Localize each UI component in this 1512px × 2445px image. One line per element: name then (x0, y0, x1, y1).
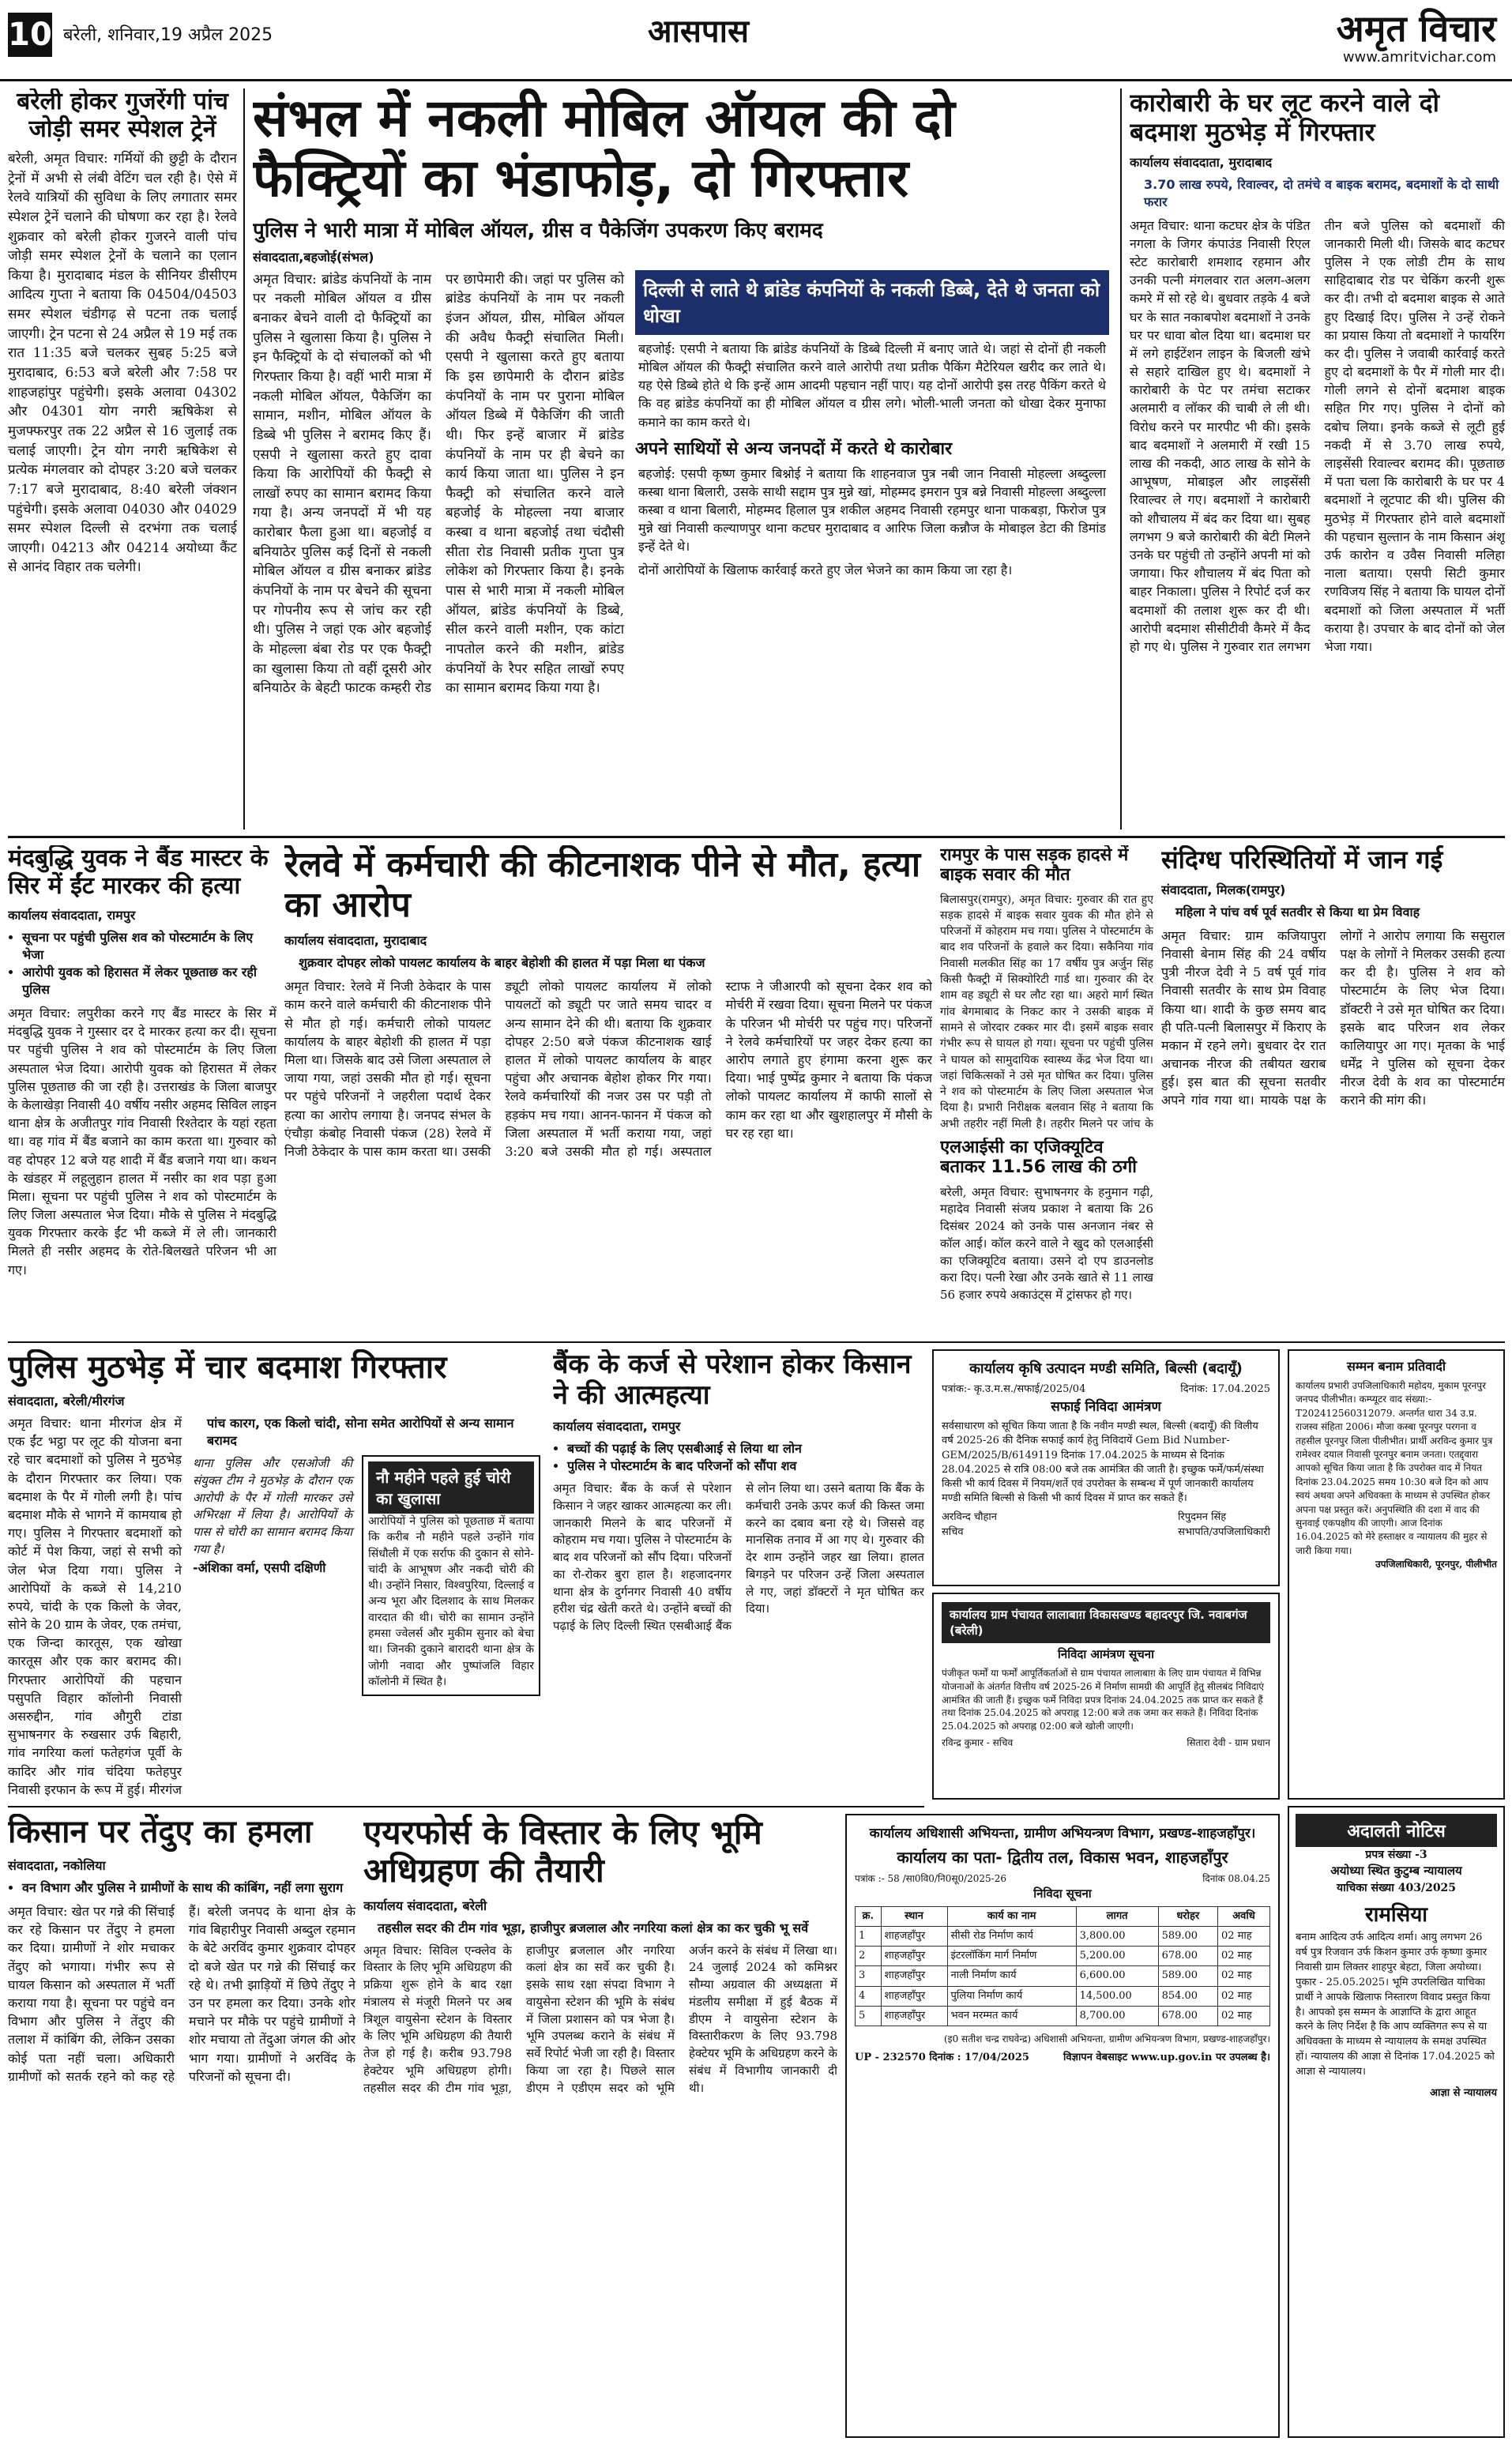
table-cell: शाहजहाँपुर (881, 2006, 947, 2026)
byline: संवाददाता, मिलक(रामपुर) (1161, 882, 1286, 897)
sign: रविन्द्र कुमार - सचिव (942, 1736, 1014, 1748)
ad-heading: निविदा आमंत्रण सूचना (1057, 1647, 1155, 1661)
headline: रामपुर के पास सड़क हादसे में बाइक सवार की मौत (940, 845, 1129, 886)
col-header: क्र. (856, 1906, 882, 1926)
col-header: कार्य का नाम (947, 1906, 1076, 1926)
sign-name: अरविन्द चौहान (942, 1511, 998, 1524)
col-header: अवधि (1217, 1906, 1269, 1926)
inset-title: दिल्ली से लाते थे ब्रांडेड कंपनियों के नकली डिब्बे, देते थे जनता को धोखा (635, 270, 1109, 335)
table-cell: इंटरलॉकिंग मार्ग निर्माण (947, 1947, 1076, 1966)
byline: कार्यालय संवाददाता, मुरादाबाद (1130, 154, 1273, 170)
table-row (856, 1986, 1270, 2006)
table-cell: 14,500.00 (1076, 1986, 1158, 2006)
lead-tail: दोनों आरोपियों के खिलाफ कार्रवाई करते हुए जेल भेजने का काम किया जा रहा है। (638, 562, 1013, 577)
table-cell: 6,600.00 (1076, 1966, 1158, 1986)
mandi-tender-ad (932, 1349, 1280, 1586)
tender-table (855, 1906, 1270, 2026)
headline: कारोबारी के घर लूट करने वाले दो बदमाश मुठभेड़ में गिरफ्तार (1130, 88, 1439, 147)
byline: संवाददाता, बरेली/मीरगंज (8, 1394, 125, 1409)
notice-title: अदालती नोटिस (1296, 1814, 1497, 1847)
summer-train-story (8, 88, 237, 829)
bullet-item: • सूचना पर पहुंची पुलिस शव को पोस्टमार्टम के लिए भेजा (22, 928, 276, 963)
ad-heading: सफाई निविदा आमंत्रण (1051, 1399, 1161, 1416)
inset2-title: अपने साथियों से अन्य जनपदों में करते थे कारोबार (635, 438, 953, 459)
sign-role: सचिव (942, 1525, 964, 1538)
sign: सितारा देवी - ग्राम प्रधान (1187, 1736, 1270, 1748)
table-cell: 1 (856, 1926, 882, 1946)
story-bullets (8, 1879, 355, 1896)
table-cell: शाहजहाँपुर (881, 1926, 947, 1946)
table-cell: 678.00 (1158, 1947, 1217, 1966)
table-cell: नाली निर्माण कार्य (947, 1966, 1076, 1986)
sandigdh-story (1161, 845, 1505, 1335)
table-cell: शाहजहाँपुर (881, 1966, 947, 1986)
bullet-item: • आरोपी युवक को हिरासत में लेकर पूछताछ कर रही पुलिस (22, 963, 276, 998)
police-quote: थाना पुलिस और एसओजी की संयुक्त टीम ने मुठभेड़ के दौरान एक आरोपी के पैर में गोली मारकर उसे अभिरक्षा में लिया है। आरोपियों के पास से चोरी का सामान बरामद किया गया है। (193, 1456, 353, 1556)
column-divider (243, 88, 245, 829)
table-cell: भवन मरम्मत कार्य (947, 2006, 1076, 2026)
row-divider (8, 1341, 1505, 1343)
table-cell: 589.00 (1158, 1966, 1217, 1986)
table-row (856, 2006, 1270, 2026)
table-cell: 02 माह (1217, 1986, 1269, 2006)
mandbuddhi-story (8, 845, 276, 1335)
table-cell: पुलिया निर्माण कार्य (947, 1986, 1076, 2006)
byline: संवाददाता, नकोलिया (8, 1858, 106, 1873)
lic-fraud-story (940, 1138, 1153, 1335)
ad-date: दिनांक: 17.04.2025 (1180, 1383, 1270, 1395)
table-row (856, 1966, 1270, 1986)
sign-role: सभापति/उपजिलाधिकारी (1178, 1525, 1270, 1538)
notice-sign: उपजिलाधिकारी, पूरनपुर, पीलीभीत (1375, 1559, 1497, 1570)
notice-court: अयोध्या स्थित कुटुम्ब न्यायालय (1330, 1864, 1462, 1879)
family-court-notice (1288, 1806, 1505, 2438)
notice-name: रामसिया (1364, 1903, 1428, 1928)
notice-case: याचिका संख्या 403/2025 (1336, 1882, 1457, 1895)
table-cell: 02 माह (1217, 1966, 1269, 1986)
col-header: धरोहर (1158, 1906, 1217, 1926)
byline: कार्यालय संवाददाता, रामपुर (8, 908, 136, 923)
ad-ref: पत्रांक :- 58 /सा0वि0/नि0सू0/2025-26 (855, 1873, 1006, 1884)
ad-footer-left: UP - 232570 दिनांक : 17/04/2025 (855, 2051, 1029, 2063)
headline: एयरफोर्स के विस्तार के लिए भूमि अधिग्रहण की तैयारी (363, 1814, 762, 1890)
byline: संवाददाता,बहजोई(संभल) (253, 249, 374, 265)
headline: बैंक के कर्ज से परेशान होकर किसान ने की आत्महत्या (553, 1349, 912, 1412)
bullet-item: • बच्चों की पढ़ाई के लिए एसबीआई से लिया था लोन (567, 1439, 924, 1457)
sign-name: रिपुदमन सिंह (1178, 1511, 1227, 1524)
bank-loan-story (553, 1349, 924, 1800)
story-body: बरेली, अमृत विचार: गर्मियों की छुट्टी के दौरान ट्रेनों में अभी से लंबी वेटिंग चल रही है। ऐसे में रेलवे यात्रियों की सुविधा के लिए लगातार समर स्पेशल ट्रेनें चलाने की घोषणा कर रहा है। रेलवे शुक्रवार को बरेली होकर गुजरने वाली पांच जोड़ी समर स्पेशल ट्रेनों के चलाने का एलान किया है। मुरादाबाद मंडल के सीनियर डीसीएम आदित्य गुप्ता ने बताया कि 04504/04503 समर स्पेशल चंडीगढ़ से पटना तक चलाई जाएगी। ट्रेन पटना से 24 अप्रैल से 19 मई तक रात 11:35 बजे चलकर सुबह 5:25 बजे मुरादाबाद, 6:53 बजे बरेली और 7:58 पर शाहजहांपुर पहुंचेगी। इसके अलावा 04302 और 04301 योग नगरी ऋषिकेश से मुजफ्फरपुर तक 22 अप्रैल से 16 जुलाई तक चलाई जाएगी। ट्रेन योग नगरी ऋषिकेश से प्रत्येक मंगलवार को दोपहर 3:20 बजे चलकर 7:17 बजे मुरादाबाद, 8:40 बरेली जंक्शन पहुंचेगी। इसके अलावा 04030 और 04029 समर स्पेशल दिल्ली से दरभंगा तक चलाई जाएगी। 04213 और 04214 अयोध्या कैंट से आनंद विहार तक चलेगी। (8, 151, 237, 576)
table-cell: 678.00 (1158, 2006, 1217, 2026)
byline: कार्यालय संवाददाता, रामपुर (553, 1419, 681, 1435)
table-cell: 8,700.00 (1076, 2006, 1158, 2026)
lalabagh-tender-ad (932, 1593, 1280, 1800)
lead-story (253, 88, 1114, 829)
story-body: अमृत विचार: रेलवे में निजी ठेकेदार के पास काम करने वाले कर्मचारी की कीटनाशक पीने से मौत हो गई। कर्मचारी लोको पायलट कार्यालय के बाहर बेहोशी की हालत में पड़ा मिला था। जिसके बाद उसे जिला अस्पताल ले जाया गया, जहां उसकी मौत हो गई। सूचना पर पहुंचे परिजनों ने जहरीला पदार्थ देकर हत्या का आरोप लगाया है। जनपद संभल के एंचौड़ा कंबोह निवासी पंकज (28) रेलवे में निजी ठेकेदार के पास काम करता था। उसकी ड्यूटी लोको पायलट कार्यालय में लोको पायलटों को ड्यूटी पर जाते समय चादर व अन्य सामान देने की थी। बताया कि शुक्रवार दोपहर 2:50 बजे पंकज कीटनाशक खाई हालत में लोको पायलट कार्यालय के बाहर पहुंचा और अचानक बेहोश होकर गिर गया। रेलवे कर्मचारियों की नजर उस पर पड़ी तो हड़कंप मच गया। आनन-फानन में पंकज को जिला अस्पताल में भर्ती कराया गया, जहां 3:20 बजे उसकी मौत हो गई। अस्पताल स्टाफ ने जीआरपी को सूचना देकर शव को मोर्चरी में रखवा दिया। सूचना मिलने पर पंकज के परिजन भी मोर्चरी पर पहुंच गए। परिजनों ने रेलवे कर्मचारियों पर जहर देकर हत्या का आरोप लगाते हुए हंगामा करना शुरू कर दिया। भाई पुष्पेंद्र कुमार ने बताया कि पंकज लोको पायलट कार्यालय में काफी सालों से काम कर रहा था और खुशहालपुर में मौसी के घर रह रहा था। (284, 979, 932, 1159)
table-cell: 589.00 (1158, 1926, 1217, 1946)
table-row (856, 1926, 1270, 1946)
table-cell: 02 माह (1217, 2006, 1269, 2026)
notice-body: कार्यालय प्रभारी उपजिलाधिकारी महोदय, मुकाम पूरनपुर जनपद पीलीभीत। कम्प्यूटर वाद संख्या:- T202412560312079. अन्तर्गत धारा 34 उ.प्र. राजस्व संहिता 2006। मौजा कस्बा पूरनपुर परगना व तहसील पूरनपुर जिला पीलीभीत। प्रार्थी अरविन्द कुमार पुत्र रामेश्वर दयाल निवासी पूरनपुर बनाम जनता। एतद्द्वारा आपको सूचित किया जाता है कि उपरोक्त वाद में नियत दिनांक 23.04.2025 समय 10:30 बजे दिन को आप स्वयं अथवा अपने अधिवक्ता के माध्यम से उपस्थित होकर अपना पक्ष प्रस्तुत करें। अनुपस्थिति की दशा में वाद की सुनवाई एकपक्षीय की जाएगी। आज दिनांक 16.04.2025 को मेरे हस्ताक्षर व न्यायालय की मुहर से जारी किया गया। (1296, 1380, 1493, 1556)
story-body: बिलासपुर(रामपुर), अमृत विचार: गुरुवार की रात हुए सड़क हादसे में बाइक सवार युवक की मौत होने से परिजनों में कोहराम मच गया। पुलिस ने पोस्टमार्टम के बाद शव परिजनों के हवाले कर दिया। सकैनिया गांव निवासी मलकीत सिंह का 17 वर्षीय पुत्र अर्जुन सिंह किसी फैक्ट्री में सिक्योरिटी गार्ड था। गुरुवार की देर शाम वह ड्यूटी से घर लौट रहा था। अहरो मार्ग स्थित गांव बेगमाबाद के निकट कार ने उसकी बाइक में सामने से जोरदार टक्कर मार दी। इसमें बाइक सवार गंभीर रूप से घायल हो गया। सूचना पर पहुंची पुलिस ने घायल को सामुदायिक स्वास्थ्य केंद्र भेज दिया था। जहां चिकित्सकों ने उसे मृत घोषित कर दिया। पुलिस ने शव को पोस्टमार्टम के लिए जिला अस्पताल भेज दिया है। प्रभारी निरीक्षक बलवान सिंह ने बताया कि अभी तहरीर नहीं मिली है। तहरीर मिलने पर जांच के (940, 893, 1153, 1130)
byline: कार्यालय संवाददाता, बरेली (363, 1898, 487, 1913)
table-row (856, 1947, 1270, 1966)
inset-box (635, 270, 1109, 698)
story-bullet: तहसील सदर की टीम गांव भूड़ा, हाजीपुर ब्रजलाल और नगरिया कलां क्षेत्र का कर चुकी भू सर्वे (378, 1920, 809, 1935)
shahjahanpur-tender-ad (845, 1814, 1280, 2438)
robbery-story (1130, 88, 1505, 829)
ad-title: कार्यालय ग्राम पंचायत लालाबाग़ विकासखण्ड बहादरपुर जि. नवाबगंज (बरेली) (942, 1602, 1270, 1643)
section-title: आसपास (648, 13, 750, 50)
ad-sign: (इ0 सतीश चन्द्र राघवेन्द्र) अधिशासी अभियन्ता, ग्रामीण अभियन्त्रण विभाग, प्रखण्ड-शाहजहाँपुर। (944, 2033, 1270, 2044)
lead-body: अमृत विचार: ब्रांडेड कंपनियों के नाम पर नकली मोबिल ऑयल व ग्रीस बनाकर बेचने वाली दो फैक्ट्रियों का पुलिस ने खुलासा किया है। पुलिस ने इन फैक्ट्रियों के दो संचालकों को भी गिरफ्तार किया है। वहीं भारी मात्रा में नकली मोबिल ऑयल, पैकेजिंग का सामान, मशीन, मोबिल ऑयल के डिब्बे भी पुलिस ने बरामद किए हैं। एसपी ने खुलासा करते हुए दावा किया कि आरोपियों की फैक्ट्री से लाखों रुपए का सामान बरामद किया गया है। अन्य जनपदों में भी यह कारोबार फैला हुआ था। बहजोई व बनियाठेर पुलिस कई दिनों से नकली मोबिल ऑयल व ग्रीस बनाकर ब्रांडेड कंपनियों के नाम पर बेचने की सूचना पर गोपनीय रूप से जांच कर रही थी। पुलिस ने जहां एक ओर बहजोई के मोहल्ला बंबा रोड पर एक फैक्ट्री का खुलासा किया तो वहीं दूसरी ओर बनियाठेर के बेहटी फाटक कम्हरी रोड पर छापेमारी की। जहां पर पुलिस को ब्रांडेड कंपनियों के नाम पर नकली इंजन ऑयल, ग्रीस, मोबिल ऑयल की अवैध फैक्ट्री संचालित मिली। एसपी ने खुलासा करते हुए बताया कि इस छापेमारी के दौरान ब्रांडेड कंपनियों के नाम पर पुराना मोबिल ऑयल डिब्बे में पैकेजिंग की जाती थी। फिर इन्हें बाजार में ब्रांडेड कंपनियों के नाम पर ही बेचने का कार्य किया जाता था। पुलिस ने इन फैक्ट्री को संचालित करने वाले बहजोई के मोहल्ला नया बाजार कस्बा व थाना बहजोई तथा चंदौसी सीता रोड निवासी प्रतीक गुप्ता पुत्र लोकेश को गिरफ्तार किया है। इनके पास से भारी मात्रा में नकली मोबिल ऑयल, ब्रांडेड कंपनियों के डिब्बे, सील करने वाली मशीन, एक कांटा नापतोल करने की मशीन, ब्रांडेड कंपनियों के रैपर सहित लाखों रुपए का सामान बरामद किया गया है। (253, 271, 624, 697)
leopard-attack-story (8, 1814, 355, 2438)
ad-body: पंजीकृत फर्मों या फर्मों आपूर्तिकर्ताओं से ग्राम पंचायत लालाबाग़ के लिए ग्राम पंचायत में विभिन्न योजनाओं के अंतर्गत वित्तीय वर्ष 2025-26 में निर्माण सामग्री की आपूर्ति हेतु सीलबंद निविदाएं आमंत्रित की जाती हैं। इच्छुक फर्मे निविदा प्रपत्र दिनांक 24.04.2025 तक प्राप्त कर सकते हैं तथा दिनांक 25.04.2025 को अपराह्न 12:00 बजे तक जमा कर सकते हैं। निविदा दिनांक 25.04.2025 को अपराह्न 02:00 बजे खोली जाएगी। (942, 1668, 1265, 1732)
page-header (0, 0, 1512, 81)
quote-author: -अंशिका वर्मा, एसपी दक्षिणी (193, 1559, 326, 1575)
ad-footer-mid: विज्ञापन वेबसाइट www.up.gov.in पर उपलब्ध है। (1063, 2051, 1270, 2063)
court-summon-notice (1288, 1349, 1505, 1800)
headline: बरेली होकर गुजरेंगी पांच जोड़ी समर स्पेशल ट्रेनें (17, 88, 228, 143)
police-story (8, 1349, 545, 1800)
page-number: 10 (8, 13, 52, 57)
table-cell: 3,800.00 (1076, 1926, 1158, 1946)
railway-story (284, 845, 932, 1335)
inset2-body: बहजोई: एसपी कृष्ण कुमार बिश्नोई ने बताया कि शाहनवाज पुत्र नबी जान निवासी मोहल्ला अब्दुल्ला कस्बा थाना बिलारी, उसके साथी सद्दाम पुत्र मुन्ने खां, मोहम्मद इमरान पुत्र बन्ने निवासी मोहल्ला अब्दुल्ला कस्बा व थाना बिलारी, मोहम्मद हिलाल पुत्र शकील अहमद निवासी रहमपुर थाना पाकबड़ा, फिरोज पुत्र मुन्ने खां निवासी कल्याणपुर थाना कटघर मुरादाबाद व आरिफ जिला कन्नौज के मोबाइल डेटा की डिमांड इन्हें देते थे। (638, 465, 1106, 555)
col-header: लागत (1076, 1906, 1158, 1926)
airforce-story (363, 1814, 837, 2438)
story-body: अमृत विचार: थाना मीरगंज क्षेत्र में एक ईंट भट्ठा पर लूट की योजना बना रहे चार बदमाशों को पुलिस ने मुठभेड़ के दौरान गिरफ्तार कर लिया। एक बदमाश के पैर में गोली लगी है। पांच बदमाश मौके से भागने में कामयाब हो गए। पुलिस ने गिरफ्तार बदमाशों को कोर्ट में पेश किया, जहां से सभी को जेल भेज दिया गया। पुलिस ने आरोपियों के कब्जे से 14,210 रुपये, चांदी के एक किलो के जेवर, सोने के 20 ग्राम के जेवर, एक तमंचा, एक जिन्दा कारतूस, एक खोखा कारतूस और एक कार बरामद की। गिरफ्तार आरोपियों की पहचान पसुपति विहार कॉलोनी निवासी असरुद्दीन, गांव औगुरी टांडा सुभाषनगर के रुखसार उर्फ बिहारी, गांव नगरिया कलां फतेहगंज पूर्वी के कादिर और गांव चंदिया फतेहपुर निवासी इरफान के रूप में हुई। मीरगंज (8, 1416, 182, 1797)
chori-body: आरोपियों ने पुलिस को पूछताछ में बताया कि करीब नौ महीने पहले उन्होंने गांव सिंधौली में एक सर्राफ की दुकान से सोने-चांदी के आभूषण और नकदी चोरी की थी। उन्होंने निसार, विश्वपुरिया, दिल्लाई व अन्य भूरा और दिलशाद के साथ मिलकर वारदात की थी। चोरी का सामान उन्होंने हमसा ज्वेलर्स और मुकीम सुनार को बेचा था। जिनकी दुकाने बारादरी थाना क्षेत्र के जोगी नवादा और पुष्पांजलि विहार कॉलोनी में स्थित है। (368, 1515, 534, 1688)
story-bullets (8, 928, 276, 998)
dateline: बरेली, शनिवार,19 अप्रैल 2025 (63, 25, 273, 45)
table-cell: 02 माह (1217, 1947, 1269, 1966)
bullet-item: • पुलिस ने पोस्टमार्टम के बाद परिजनों को सौंपा शव (567, 1457, 924, 1474)
ad-address: कार्यालय का पता- द्वितीय तल, विकास भवन, शाहजहाँपुर (897, 1848, 1228, 1867)
table-cell: 4 (856, 1986, 882, 2006)
notice-sign: आज्ञा से न्यायालय (1430, 2086, 1497, 2099)
story-bullet: पांच कारग, एक किलो चांदी, सोना समेत आरोपियों से अन्य सामान बरामद (207, 1416, 514, 1448)
story-bullets (553, 1439, 924, 1474)
table-cell: सीसी रोड निर्माण कार्य (947, 1926, 1076, 1946)
ad-body: सर्वसाधारण को सूचित किया जाता है कि नवीन मण्डी स्थल, बिल्सी (बदायूँ) की विलीय वर्ष 2025-26 की दैनिक सफाई कार्य हेतु निविदायें Gem Bid Number- GEM/2025/B/6149119 दिनांक 17.04.2025 के माध्यम से दिनांक 28.04.2025 से रात्रि 08:00 बजे तक आमंत्रित की जाती है। इच्छुक फर्मे/फर्म/संस्था किसी भी कार्य दिवस में नियम/शर्ते एवं उपरोक्त के सम्बन्ध में पूर्ण जानकारी कार्यालय मण्डी समिति बिल्सी से किसी भी कार्य दिवस में प्राप्त कर सकते हैं। (942, 1420, 1264, 1505)
story-body: अमृत विचार: सिविल एन्क्लेव के विस्तार के लिए भूमि अधिग्रहण की प्रक्रिया शुरू होने के बाद रक्षा मंत्रालय से मंजूरी मिलने पर अब त्रिशूल वायुसेना स्टेशन के विस्तार के लिए भूमि अधिग्रहण की तैयारी तेज हो गई है। करीब 93.798 हेक्टेयर भूमि अधिग्रहण होगी। तहसील सदर की टीम गांव भूड़ा, हाजीपुर ब्रजलाल और नगरिया कलां क्षेत्र का सर्वे कर चुकी है। इसके साथ रक्षा संपदा विभाग ने वायुसेना स्टेशन की भूमि के संबंध में जिला प्रशासन को पत्र भेजा है। भूमि उपलब्ध कराने के संबंध में सर्वे रिपोर्ट भेजी जा रही है। विस्तार किया जा रहा है। पिछले साल डीएम ने एडीएम सदर को भूमि अर्जन करने के संबंध में लिखा था। 24 जुलाई 2024 को कमिश्नर सौम्या अग्रवाल की अध्यक्षता में मंडलीय समीक्षा में हुई बैठक में डीएम ने वायुसेना स्टेशन के विस्तारीकरण के लिए 93.798 हेक्टेयर भूमि के अधिग्रहण करने के संबंध में विभागीय जानकारी दी थी। (363, 1943, 837, 2095)
table-cell: 5 (856, 2006, 882, 2026)
chori-title: नौ महीने पहले हुई चोरी का खुलासा (368, 1461, 534, 1514)
headline: संदिग्ध परिस्थितियों में जान गई (1161, 845, 1443, 875)
ad-ref: पत्रांक:- कृ.उ.म.स./सफाई/2025/04 (942, 1383, 1086, 1395)
ad-heading: निविदा सूचना (1033, 1886, 1092, 1901)
headline: पुलिस मुठभेड़ में चार बदमाश गिरफ्तार (8, 1349, 447, 1386)
ad-title: कार्यालय अधिशासी अभियन्ता, ग्रामीण अभियन्त्रण विभाग, प्रखण्ड-शाहजहाँपुर। (869, 1826, 1256, 1841)
story-bullet: 3.70 लाख रुपये, रिवाल्वर, दो तमंचे व बाइक बरामद, बदमाशों के दो साथी फरार (1144, 176, 1499, 209)
notice-form: प्रपत्र संख्या -3 (1365, 1849, 1427, 1861)
table-cell: 02 माह (1217, 1926, 1269, 1946)
story-body: अमृत विचार: ग्राम कजियापुरा निवासी बेनाम सिंह की 24 वर्षीय पुत्री नीरज देवी ने 5 वर्ष पूर्व गांव निवासी सतवीर के साथ प्रेम विवाह किया था। शादी के कुछ समय बाद ही पति-पत्नी बिलासपुर में किराए के मकान में रहने लगे। बुधवार देर रात अचानक नीरज की तबीयत खराब हुई। इस बात की सूचना सतवीर अपने गांव गया था। मायके पक्ष के लोगों ने आरोप लगाया कि ससुराल पक्ष के लोगों ने मिलकर उसकी हत्या कर दी है। पुलिस ने शव को पोस्टमार्टम के लिए भेज दिया। डॉक्टरी ने उसे मृत घोषित कर दिया। इसके बाद परिजन शव लेकर कालियापुर आ गए। मृतका के भाई धर्मेंद्र ने पुलिस को सूचना देकर नीरज देवी के शव का पोस्टमार्टम कराने की मांग की। (1161, 927, 1505, 1108)
ad-title: कार्यालय कृषि उत्पादन मण्डी समिति, बिल्सी (बदायूँ) (969, 1360, 1243, 1377)
table-body (856, 1926, 1270, 2026)
story-body: अमृत विचार: खेत पर गन्ने की सिंचाई कर रहे किसान पर तेंदुए ने हमला कर दिया। ग्रामीणों ने शोर मचाकर तेंदुए को भगाया। गंभीर रूप से घायल किसान को अस्पताल में भर्ती कराया गया है। सूचना पर पहुंचे वन विभाग और पुलिस ने तेंदुए की तलाश में कांबिंग की, लेकिन उसका कोई पता नहीं चला। अधिकारी ग्रामीणों को सतर्क रहने को कह रहे हैं। बरेली जनपद के थाना क्षेत्र के गांव बिहारीपुर निवासी अब्दुल रहमान के बेटे अरविंद कुमार शुक्रवार दोपहर दो बजे खेत पर गन्ने की सिंचाई कर रहे थे। तभी झाड़ियों में छिपे तेंदुए ने उन पर हमला कर दिया। उनके शोर मचाने पर मौके पर पहुंचे ग्रामीणों ने शोर मचाया तो तेंदुआ जंगल की ओर भाग गया। ग्रामीणों ने अरविंद के परिजनों को सूचना दी। (8, 1904, 355, 2084)
website-link[interactable]: www.amritvichar.com (1342, 49, 1496, 66)
table-cell: 2 (856, 1947, 882, 1966)
headline: मंदबुद्धि युवक ने बैंड मास्टर के सिर में ईंट मारकर की हत्या (8, 845, 269, 900)
row-divider (8, 1806, 924, 1807)
row-divider (8, 836, 1505, 838)
col-header: स्थान (881, 1906, 947, 1926)
table-cell: शाहजहाँपुर (881, 1947, 947, 1966)
column-divider (1120, 88, 1122, 829)
headline: एलआईसी का एजिक्यूटिव बताकर 11.56 लाख की ठगी (940, 1138, 1137, 1178)
table-header-row (856, 1906, 1270, 1926)
headline: रेलवे में कर्मचारी की कीटनाशक पीने से मौत, हत्या का आरोप (284, 845, 921, 925)
story-body: बरेली, अमृत विचार: सुभाषनगर के हनुमान गढ़ी, महादेव निवासी संजय प्रकाश ने बताया कि 26 दिसंबर 2024 को उनके पास अनजान नंबर से कॉल आई। कॉल करने वाले ने खुद को एलआईसी का एजिक्यूटिव बताया। उसने दो एप डाउनलोड करा दिए। पत्नी रेखा और उनके खाते से 11 लाख 56 हजार रुपये अकाउंट्स में ट्रांसफर हो गए। (940, 1184, 1153, 1303)
table-cell: 5,200.00 (1076, 1947, 1158, 1966)
story-body: अमृत विचार: लपुरीका करने गए बैंड मास्टर के सिर में मंदबुद्धि युवक ने गुस्सार दर दे मारकर हत्या कर दी। सूचना पर पहुंची पुलिस ने शव को पोस्टमार्टम के लिए जिला अस्पताल भेज दिया। आरोपी युवक को हिरासत में लेकर पुलिस पूछताछ की जा रही है। उत्तराखंड के जिला बाजपुर के केलाखेड़ा निवासी 40 वर्षीय नसीर अहमद सिविल लाइन थाना क्षेत्र के अजीतपुर गांव निवासी रिश्तेदार के यहां रहता था। वह गांव में बैंड बजाने का काम करता था। गुरुवार को वह दोपहर 12 बजे यह शादी में बैंड बजाने गया था। कथन के खंडहर में लहूलुहान हालत में नसीर का शव पड़ा हुआ मिला। सूचना पर पहुंची पुलिस ने शव को पोस्टमार्टम के लिए जिला अस्पताल भेज दिया। मौके से पुलिस ने मंदबुद्धि युवक गिरफ्तार करके ईंट भी कब्जे में ले ली। जानकारी मिलते ही नसीर अहमद के रोते-बिलखते परिजन भी आ गए। (8, 1006, 276, 1277)
table-cell: शाहजहाँपुर (881, 1986, 947, 2006)
lead-headline: संभल में नकली मोबिल ऑयल की दो फैक्ट्रियों का भंडाफोड़, दो गिरफ्तार (253, 88, 955, 209)
notice-title: सम्मन बनाम प्रतिवादी (1347, 1359, 1446, 1374)
headline: किसान पर तेंदुए का हमला (8, 1814, 313, 1850)
ad-date: दिनांक 08.04.25 (1202, 1873, 1270, 1884)
byline: कार्यालय संवाददाता, मुरादाबाद (284, 933, 427, 949)
notice-body: बनाम आदित्य उर्फ आदित्य शर्मा। आयु लगभग 26 वर्ष पुत्र रिजवान उर्फ किशन कुमार उर्फ कृष्णा कुमार निवासी ग्राम लिक्तर शाहपुर बेहटा, जिला अयोध्या। पुकार - 25.05.2025। भूमि उपरलिखित याचिका प्रार्थी ने आपके खिलाफ निस्तारण विवाद प्रस्तुत किया है। आपको इस सम्मन के आज्ञाप्ति के द्वारा आहूत करने के लिए निर्देश है कि आप व्यक्तिगत रूप से या अधिवक्ता के माध्यम से न्यायालय के समक्ष उपस्थित हों। न्यायालय की आज्ञा से दिनांक 17.04.2025 को आज्ञा से न्यायालय। (1296, 1932, 1495, 2078)
story-body: अमृत विचार: बैंक के कर्ज से परेशान किसान ने जहर खाकर आत्महत्या कर ली। जानकारी मिलने के बाद परिजनों में कोहराम मच गया। पुलिस ने पोस्टमार्टम के बाद शव परिजनों को सौंप दिया। परिजनों का रो-रोकर बुरा हाल है। शहजादनगर थाना क्षेत्र के दुर्गनगर निवासी 40 वर्षीय हरीश चंद्र खेती करते थे। उन्होंने बच्चों की पढ़ाई के लिए दिल्ली स्थित एसबीआई बैंक से लोन लिया था। उसने बताया कि बैंक के कर्मचारी उनके ऊपर कर्ज की किस्त जमा करने का दबाव बना रहे थे। जिससे वह मानसिक तनाव में आ गए थे। गुरुवार की देर शाम उन्होंने जहर खा लिया। हालत बिगड़ने पर परिजन उन्हें जिला अस्पताल ले गए, जहां डॉक्टरों ने मृत घोषित कर दिया। (553, 1481, 924, 1634)
lead-subhead: पुलिस ने भारी मात्रा में मोबिल ऑयल, ग्रीस व पैकेजिंग उपकरण किए बरामद (253, 218, 823, 243)
rampur-accident-story (940, 845, 1153, 1130)
masthead-logo: अमृत विचार (1336, 7, 1496, 50)
story-bullet: शुक्रवार दोपहर लोको पायलट कार्यालय के बाहर बेहोशी की हालत में पड़ा मिला था पंकज (299, 955, 705, 971)
lead-body-column (253, 270, 624, 698)
inset-body: बहजोई: एसपी ने बताया कि ब्रांडेड कंपनियों के डिब्बे दिल्ली में बनाए जाते थे। जहां से दोनों ही नकली मोबिल ऑयल की फैक्ट्री संचालित करने वाले आरोपी तथा प्रतीक पैकिंग मैटेरियल खरीद कर लाते थे। यह ऐसे डिब्बे होते थे कि इन्हें आम आदमी पहचान नहीं पाए। यह दोनों आरोपी इस तरह पैकिंग करते थे कि वह ब्रांडेड कंपनियों का ही मोबिल ऑयल व ग्रीस लगे। भोली-भाली जनता को धोखा देकर मुनाफा कमाने का काम करते थे। (638, 340, 1106, 430)
table-cell: 3 (856, 1966, 882, 1986)
bullet-item: • वन विभाग और पुलिस ने ग्रामीणों के साथ की कांबिंग, नहीं लगा सुराग (22, 1879, 355, 1896)
story-bullet: महिला ने पांच वर्ष पूर्व सतवीर से किया था प्रेम विवाह (1175, 904, 1420, 920)
story-body: अमृत विचार: थाना कटघर क्षेत्र के पंडित नगला के जिगर कंपाउंड निवासी रिएल स्टेट कारोबारी शमशाद रहमान और उनकी पत्नी मंगलवार रात अलग-अलग कमरे में सो रहे थे। बुधवार तड़के 4 बजे घर के सात नकाबपोश बदमाशों ने उनके घर पर धावा बोल दिया था। बदमाश घर में लगे हाईटेंशन लाइन के बिजली खंभे से सहारे दाखिल हुए थे। बदमाशों ने कारोबारी के पेट पर तमंचा सटाकर अलमारी व लॉकर की चाबी ले ली थी। विरोध करने पर मारपीट भी की। इसके बाद बदमाशों ने अलमारी में रखी 15 लाख की नकदी, आठ लाख के सोने के आभूषण, मोबाइल और लाइसेंसी रिवाल्वर ले गए। बदमाशों ने कारोबारी को शौचालय में बंद कर दिया था। सुबह लगभग 9 बजे कारोबारी की बेटी मिलने उनके घर पहुंची तो उन्होंने अपनी मां को जगाया। फिर शौचालय में बंद पिता को बाहर निकाला। पुलिस ने रिपोर्ट दर्ज कर बदमाशों की तलाश शुरू कर दी थी। आरोपी बदमाश सीसीटीवी कैमरे में कैद हो गए थे। पुलिस ने गुरुवार रात लगभग तीन बजे पुलिस को बदमाशों की जानकारी मिली थी। जिसके बाद कटघर पुलिस ने एक लोडी टीम के साथ साहिदाबाद रोड पर चेकिंग करनी शुरू कर दी। तभी दो बदमाश बाइक से आते हुए दिखाई दिए। पुलिस ने उन्हें रोकने का प्रयास किया तो बदमाशों ने फायरिंग कर दी। पुलिस ने जवाबी कार्रवाई करते हुए दो बदमाशों के पैर में गोली मार दी। गोली लगने से दोनों बदमाश बाइक सहित गिर गए। पुलिस ने दोनों को दबोच लिया। इनके कब्जे से लूटी हुई नकदी में से 3.70 लाख रुपये, लाइसेंसी रिवाल्वर बरामद की। पूछताछ में पता चला कि कारोबारी के घर पर 4 बदमाशों ने लूटपाट की थी। पुलिस की मुठभेड़ में गिरफ्तार होने वाले बदमाशों की पहचान सुल्तान के नाम किसान अंशू उर्फ कारोन व उवैस निवासी मलिहा नाला बताया। एसपी सिटी कुमार रणविजय सिंह ने बताया कि घायल दोनों बदमाशों को जिला अस्पताल में भर्ती कराया है। उपचार के बाद दोनों को जेल भेजा गया। (1130, 217, 1505, 654)
table-cell: 854.00 (1158, 1986, 1217, 2006)
